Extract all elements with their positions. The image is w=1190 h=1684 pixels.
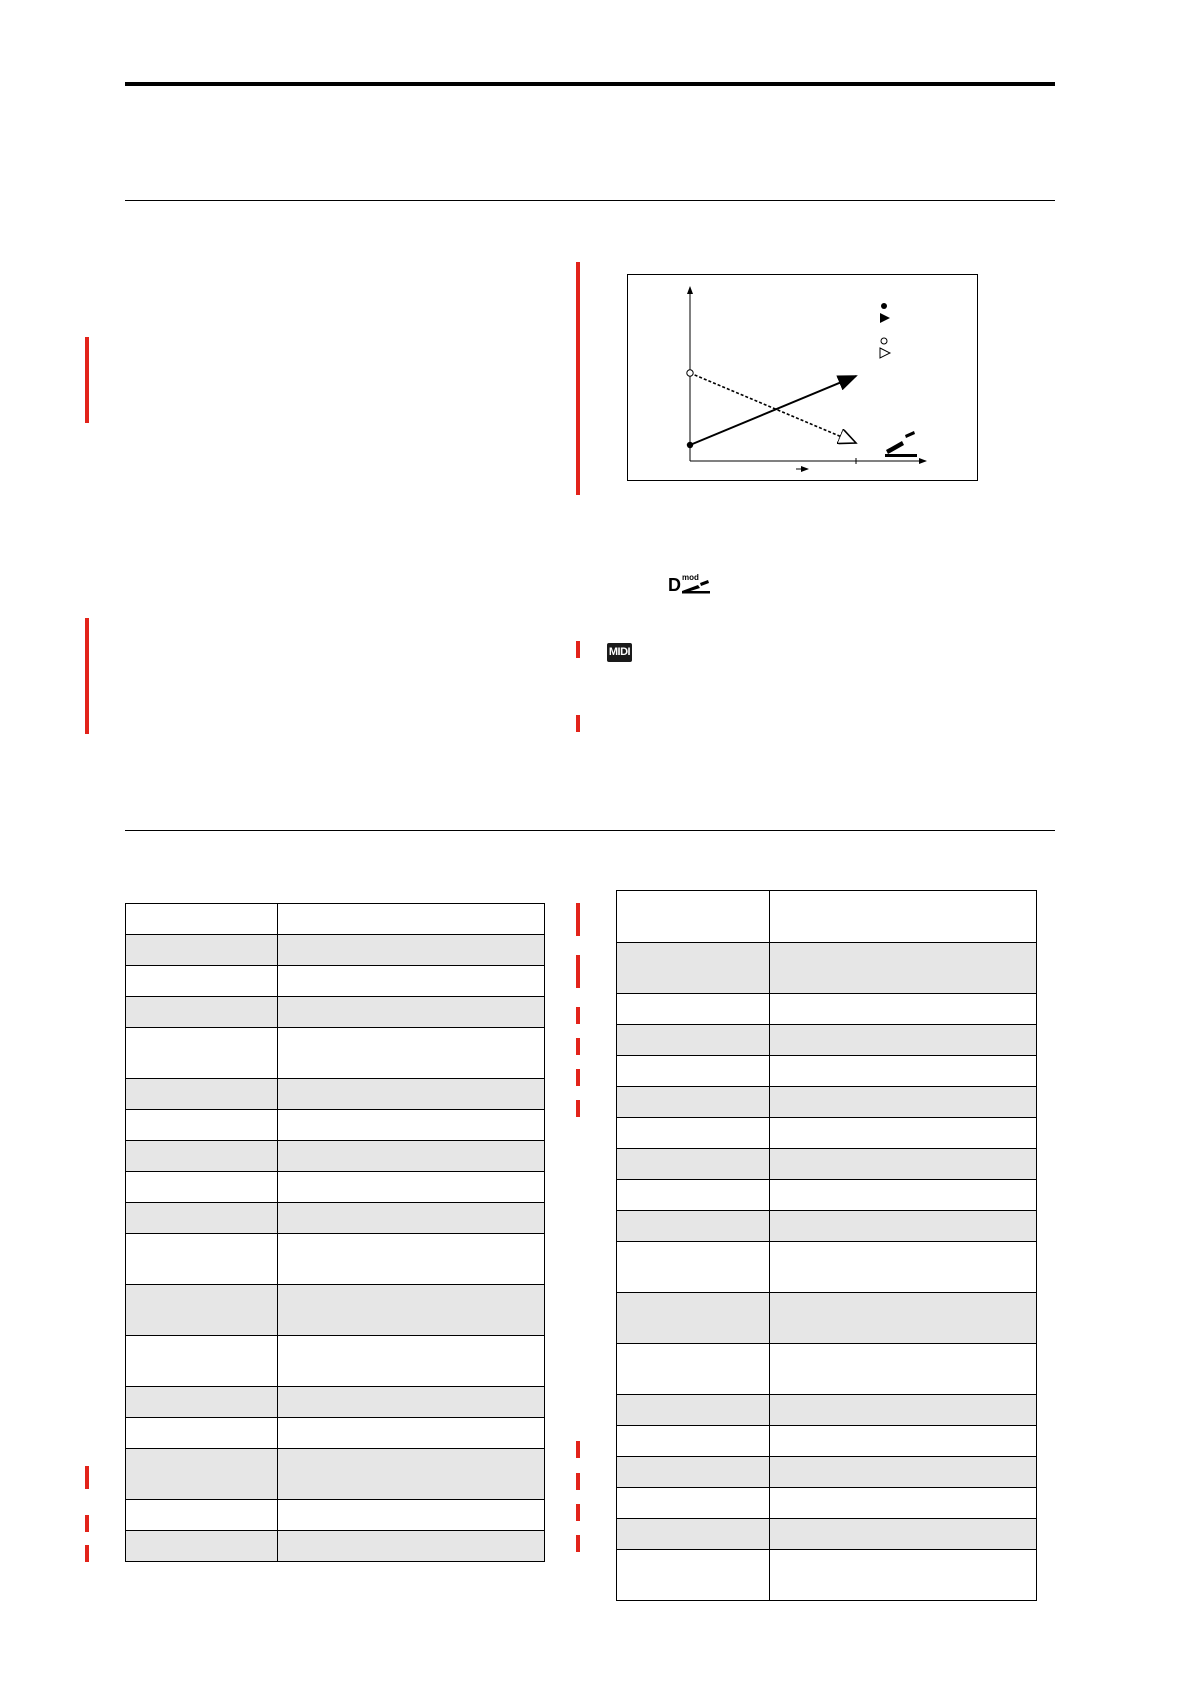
table-row	[126, 1234, 545, 1285]
param-cell	[126, 1028, 278, 1079]
hollow-circle-icon	[881, 338, 887, 344]
table-row	[617, 1550, 1037, 1601]
param-cell	[126, 1418, 278, 1449]
param-cell	[126, 1203, 278, 1234]
value-cell	[770, 1025, 1037, 1056]
param-cell	[126, 1079, 278, 1110]
change-bar	[576, 1441, 580, 1458]
table-row	[617, 994, 1037, 1025]
table-row	[617, 1426, 1037, 1457]
param-cell	[617, 1242, 770, 1293]
dmod-icon	[668, 572, 712, 592]
table-row	[126, 1336, 545, 1387]
change-bar	[576, 1007, 580, 1024]
value-cell	[278, 1110, 545, 1141]
value-cell	[770, 1457, 1037, 1488]
param-cell	[617, 1056, 770, 1087]
param-cell	[617, 994, 770, 1025]
table-row	[617, 1211, 1037, 1242]
parameter-table-left	[125, 903, 545, 1562]
change-bar	[576, 1504, 580, 1521]
table-row	[126, 1500, 545, 1531]
table-row	[617, 891, 1037, 943]
falling-line	[690, 373, 856, 443]
change-bar	[85, 337, 89, 423]
value-cell	[770, 1118, 1037, 1149]
value-cell	[770, 1488, 1037, 1519]
table-row	[617, 1488, 1037, 1519]
param-cell	[617, 1395, 770, 1426]
value-cell	[278, 1449, 545, 1500]
value-cell	[770, 891, 1037, 943]
param-cell	[617, 1211, 770, 1242]
change-bar	[576, 641, 580, 658]
value-cell	[278, 1079, 545, 1110]
param-cell	[617, 943, 770, 994]
table-row	[617, 1118, 1037, 1149]
value-cell	[770, 1242, 1037, 1293]
value-cell	[278, 1531, 545, 1562]
table-row	[617, 1180, 1037, 1211]
param-cell	[126, 935, 278, 966]
diagram-svg	[628, 275, 979, 482]
param-cell	[617, 1118, 770, 1149]
param-cell	[617, 1426, 770, 1457]
value-cell	[278, 904, 545, 935]
param-cell	[126, 1449, 278, 1500]
filled-circle-icon	[881, 303, 887, 309]
value-cell	[278, 1234, 545, 1285]
value-cell	[278, 1418, 545, 1449]
param-cell	[126, 1172, 278, 1203]
midi-badge: MIDI	[607, 643, 632, 662]
value-cell	[278, 935, 545, 966]
table-row	[617, 1149, 1037, 1180]
table-row	[126, 1203, 545, 1234]
table-row	[617, 1293, 1037, 1344]
value-cell	[278, 1387, 545, 1418]
table-row	[617, 1344, 1037, 1395]
param-cell	[126, 1531, 278, 1562]
table-row	[126, 966, 545, 997]
table-row	[617, 1457, 1037, 1488]
change-bar	[85, 1515, 89, 1532]
value-cell	[770, 1149, 1037, 1180]
param-cell	[617, 1550, 770, 1601]
table-row	[126, 935, 545, 966]
param-cell	[617, 891, 770, 943]
change-bar	[576, 1100, 580, 1117]
falling-line-start-dot	[687, 370, 693, 376]
value-cell	[278, 1500, 545, 1531]
table-row	[126, 1449, 545, 1500]
change-bar	[576, 715, 580, 732]
rising-line-start-dot	[687, 442, 693, 448]
table-row	[617, 1242, 1037, 1293]
param-cell	[617, 1149, 770, 1180]
value-cell	[770, 1519, 1037, 1550]
param-cell	[126, 1110, 278, 1141]
table-row	[126, 1110, 545, 1141]
change-bar	[85, 1545, 89, 1562]
value-cell	[278, 997, 545, 1028]
param-cell	[617, 1180, 770, 1211]
param-cell	[617, 1025, 770, 1056]
table-row	[126, 1028, 545, 1079]
change-bar	[576, 262, 580, 495]
change-bar	[85, 1466, 89, 1489]
value-cell	[278, 1336, 545, 1387]
value-cell	[278, 1285, 545, 1336]
table-row	[617, 943, 1037, 994]
value-cell	[770, 994, 1037, 1025]
value-cell	[770, 1211, 1037, 1242]
table-row	[617, 1087, 1037, 1118]
hollow-triangle-icon	[880, 348, 890, 358]
param-cell	[126, 997, 278, 1028]
param-cell	[617, 1488, 770, 1519]
value-cell	[770, 1550, 1037, 1601]
table-row	[126, 1418, 545, 1449]
parameter-table-right	[616, 890, 1037, 1601]
dmod-letter: D	[668, 575, 681, 594]
table-row	[617, 1519, 1037, 1550]
value-cell	[278, 966, 545, 997]
table-row	[617, 1395, 1037, 1426]
table-row	[617, 1025, 1037, 1056]
value-cell	[770, 1344, 1037, 1395]
param-cell	[126, 904, 278, 935]
value-cell	[770, 943, 1037, 994]
value-cell	[770, 1395, 1037, 1426]
table-row	[617, 1056, 1037, 1087]
param-cell	[617, 1293, 770, 1344]
param-cell	[126, 1387, 278, 1418]
param-cell	[617, 1519, 770, 1550]
rising-line	[690, 376, 856, 445]
table-row	[126, 1387, 545, 1418]
pedal-icon	[885, 431, 917, 457]
table-row	[126, 1531, 545, 1562]
value-cell	[278, 1203, 545, 1234]
change-bar	[85, 618, 89, 734]
param-cell	[126, 1500, 278, 1531]
table-row	[126, 904, 545, 935]
table-row	[126, 1079, 545, 1110]
filled-triangle-icon	[880, 313, 890, 323]
change-bar	[576, 955, 580, 988]
param-cell	[617, 1457, 770, 1488]
param-cell	[617, 1344, 770, 1395]
value-cell	[278, 1172, 545, 1203]
change-bar	[576, 1069, 580, 1086]
change-bar	[576, 1473, 580, 1490]
param-cell	[126, 1336, 278, 1387]
change-bar	[576, 1038, 580, 1055]
param-cell	[126, 1234, 278, 1285]
value-cell	[770, 1056, 1037, 1087]
header-rule	[125, 82, 1055, 86]
value-cell	[278, 1028, 545, 1079]
param-cell	[126, 1141, 278, 1172]
value-cell	[770, 1087, 1037, 1118]
param-cell	[126, 1285, 278, 1336]
table-row	[126, 1285, 545, 1336]
change-bar	[576, 1535, 580, 1552]
dmod-superscript: mod	[682, 573, 699, 582]
param-cell	[617, 1087, 770, 1118]
value-cell	[770, 1293, 1037, 1344]
table-row	[126, 997, 545, 1028]
value-cell	[278, 1141, 545, 1172]
param-cell	[126, 966, 278, 997]
table-row	[126, 1141, 545, 1172]
section-1-rule	[125, 200, 1055, 201]
section-2-rule	[125, 830, 1055, 831]
change-bar	[576, 903, 580, 936]
crossfade-diagram	[627, 274, 978, 481]
value-cell	[770, 1426, 1037, 1457]
table-row	[126, 1172, 545, 1203]
value-cell	[770, 1180, 1037, 1211]
